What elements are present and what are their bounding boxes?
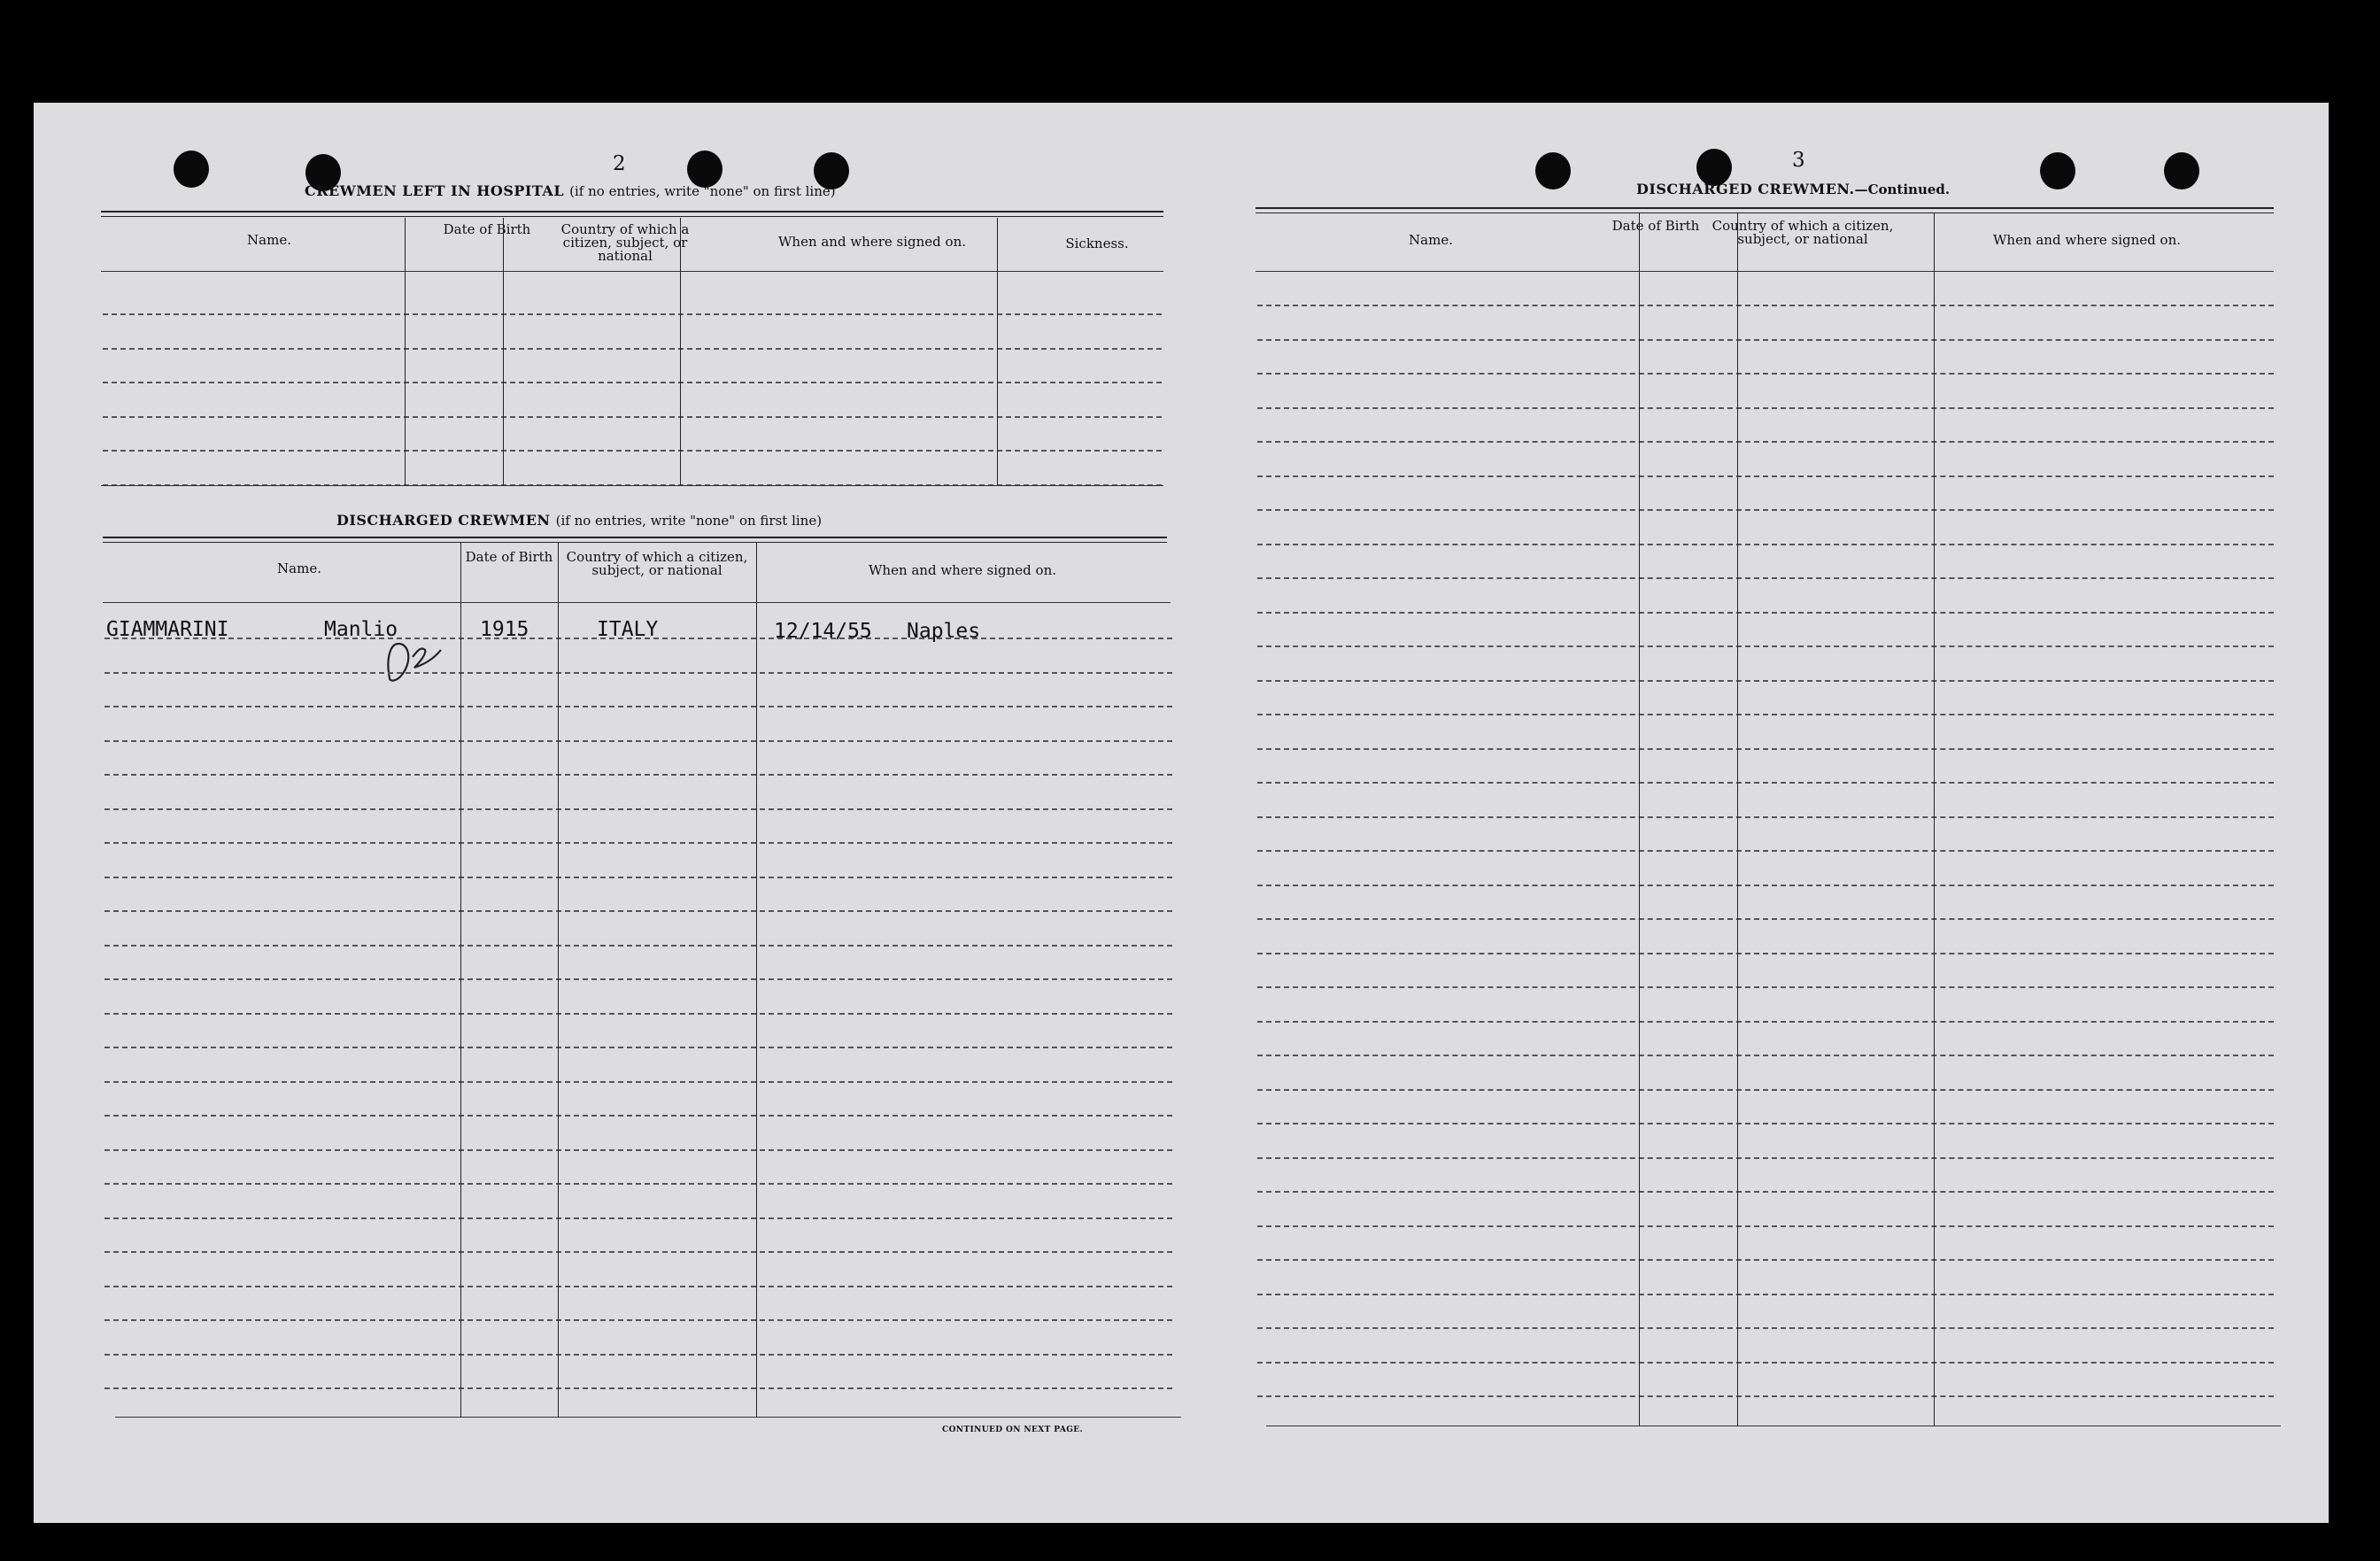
crewman-surname: GIAMMARINI	[106, 618, 229, 641]
column-divider	[503, 218, 504, 485]
ruled-line	[104, 706, 1172, 707]
ruled-line	[104, 1115, 1172, 1117]
hospital-title-note: (if no entries, write "none" on first line)	[569, 183, 836, 199]
col-header-name: Name.	[277, 560, 321, 576]
discharged-continued-title	[1636, 181, 1950, 197]
ruled-line	[1257, 475, 2274, 477]
page-number: 2	[613, 152, 626, 175]
ruled-line	[104, 672, 1172, 674]
ruled-line	[1257, 850, 2274, 852]
ruled-line	[104, 774, 1172, 776]
ruled-line	[1257, 1021, 2274, 1023]
section-bottom-rule	[101, 485, 1163, 486]
ruled-line	[1257, 407, 2274, 409]
ruled-line	[1257, 441, 2274, 443]
col-header-country: Country of which a citizen, subject, or national	[560, 221, 690, 264]
header-rule	[1256, 271, 2274, 272]
column-divider	[756, 542, 757, 1417]
ruled-line	[1257, 544, 2274, 545]
ruled-line	[1257, 509, 2274, 511]
col-header-signed-on: When and where signed on.	[777, 234, 966, 250]
ruled-line	[103, 382, 1162, 383]
ruled-line	[104, 842, 1172, 844]
ruled-line	[104, 877, 1172, 878]
col-header-name: Name.	[1409, 232, 1453, 248]
ruled-line	[104, 740, 1172, 742]
ruled-line	[1257, 680, 2274, 682]
ruled-line	[104, 910, 1172, 912]
header-rule	[103, 602, 1171, 603]
punch-hole	[2164, 152, 2199, 189]
col-header-signed-on: When and where signed on.	[1992, 232, 2181, 248]
ruled-line	[103, 450, 1162, 452]
hospital-section-title	[305, 182, 836, 199]
ruled-line	[1257, 373, 2274, 375]
column-divider	[460, 542, 461, 1417]
hospital-title-text: CREWMEN LEFT IN HOSPITAL	[305, 182, 565, 199]
ruled-line	[1257, 953, 2274, 954]
ruled-line	[104, 1387, 1172, 1389]
ruled-line	[1257, 1157, 2274, 1159]
ruled-line	[1257, 1225, 2274, 1227]
ruled-line	[1257, 577, 2274, 579]
col-header-country: Country of which a citizen, subject, or national	[1712, 218, 1894, 247]
col-header-name: Name.	[247, 232, 291, 248]
handwritten-initials-mark	[377, 634, 444, 689]
col-header-dob: Date of Birth	[465, 549, 553, 565]
ruled-line	[1257, 986, 2274, 988]
discharged-title-text: DISCHARGED CREWMEN	[336, 512, 551, 529]
continued-note: CONTINUED ON NEXT PAGE.	[942, 1426, 1084, 1434]
continued-label: —Continued.	[1854, 182, 1951, 197]
header-double-rule	[103, 537, 1167, 543]
col-header-signed-on: When and where signed on.	[868, 562, 1056, 578]
section-bottom-rule	[115, 1417, 1181, 1418]
ruled-line	[104, 1081, 1172, 1083]
page-number: 3	[1792, 149, 1805, 172]
ruled-line	[104, 638, 1172, 639]
ruled-line	[1257, 748, 2274, 750]
column-divider	[680, 218, 681, 485]
ruled-line	[104, 1319, 1172, 1321]
ruled-line	[104, 1013, 1172, 1015]
ruled-line	[103, 313, 1162, 315]
ruled-line	[104, 945, 1172, 947]
left-page	[34, 103, 1185, 1523]
ruled-line	[1257, 1191, 2274, 1193]
punch-hole	[174, 151, 209, 188]
discharged-title-note: (if no entries, write "none" on first line)	[555, 513, 823, 529]
ruled-line	[104, 808, 1172, 810]
ruled-line	[104, 1149, 1172, 1151]
ruled-line	[104, 1286, 1172, 1287]
continued-title-text: DISCHARGED CREWMEN.	[1636, 181, 1855, 197]
col-header-country: Country of which a citizen, subject, or national	[566, 549, 748, 578]
ruled-line	[1257, 714, 2274, 715]
ruled-line	[1257, 1327, 2274, 1329]
ruled-line	[1257, 782, 2274, 784]
ruled-line	[1257, 1123, 2274, 1124]
crewman-given-name: Manlio	[324, 618, 398, 641]
ruled-line	[104, 1047, 1172, 1048]
ruled-line	[1257, 612, 2274, 614]
ruled-line	[1257, 1294, 2274, 1295]
column-divider	[1639, 213, 1640, 1426]
ruled-line	[1257, 816, 2274, 818]
ruled-line	[1257, 645, 2274, 647]
punch-hole	[2040, 152, 2075, 189]
header-double-rule	[101, 211, 1163, 217]
ruled-line	[1257, 305, 2274, 306]
ruled-line	[104, 1217, 1172, 1219]
crewman-country: ITALY	[597, 618, 659, 641]
column-divider	[997, 218, 998, 485]
ruled-line	[1257, 918, 2274, 920]
column-divider	[405, 218, 406, 485]
ruled-line	[1257, 339, 2274, 341]
ruled-line	[1257, 1089, 2274, 1091]
ruled-line	[1257, 1395, 2274, 1397]
paper-sheet	[34, 103, 2329, 1523]
col-header-dob: Date of Birth	[443, 221, 531, 237]
header-double-rule	[1256, 207, 2274, 213]
crewman-date-of-birth: 1915	[480, 618, 529, 641]
column-divider	[558, 542, 559, 1417]
crewman-signed-on-date: 12/14/55	[774, 620, 872, 643]
header-rule	[101, 271, 1163, 272]
discharged-section-title	[336, 512, 822, 529]
ruled-line	[1257, 1362, 2274, 1364]
column-divider	[1737, 213, 1738, 1426]
ruled-line	[104, 1354, 1172, 1356]
ruled-line	[103, 348, 1162, 350]
ruled-line	[104, 978, 1172, 980]
ruled-line	[1257, 885, 2274, 886]
ruled-line	[1257, 1259, 2274, 1261]
col-header-dob: Date of Birth	[1611, 218, 1700, 234]
punch-hole	[1535, 152, 1571, 189]
ruled-line	[104, 1251, 1172, 1253]
column-divider	[1934, 213, 1935, 1426]
ruled-line	[104, 1183, 1172, 1185]
crewman-signed-on-place: Naples	[907, 620, 981, 643]
ruled-line	[103, 416, 1162, 418]
right-page	[1185, 103, 2329, 1523]
ruled-line	[1257, 1055, 2274, 1056]
col-header-sickness: Sickness.	[1065, 236, 1129, 251]
